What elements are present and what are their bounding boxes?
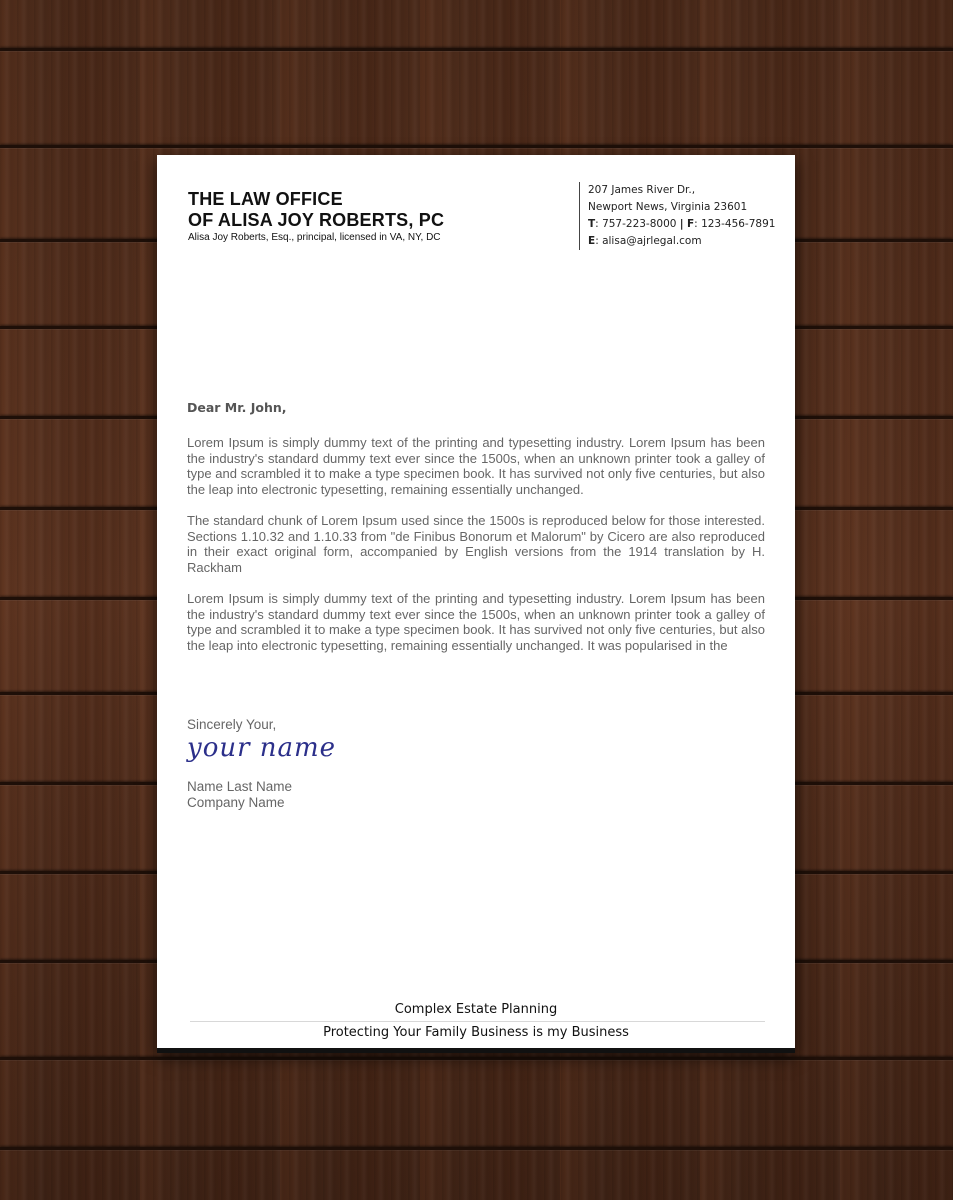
email-line: E: alisa@ajrlegal.com — [588, 235, 702, 247]
body-paragraph-3: Lorem Ipsum is simply dummy text of the printing and typesetting industry. Lorem Ipsum has been the industry's standard dummy text ever since the 1500s, when an unknown printer took a galley of type and scrambled it to make a type specimen book. It has survived not only five centuries, but also the leap into electronic typesetting, remaining essentially unchanged. It was popularised in the — [187, 591, 765, 654]
wood-plank-seam — [0, 1057, 953, 1060]
signatory-block — [187, 779, 292, 811]
footer-divider — [190, 1021, 765, 1022]
tel-label: T — [588, 218, 596, 230]
letter-closing: Sincerely Your, — [187, 717, 277, 732]
wood-plank-seam — [0, 48, 953, 51]
body-paragraph-2: The standard chunk of Lorem Ipsum used since the 1500s is reproduced below for those interested. Sections 1.10.32 and 1.10.33 from "de Finibus Bonorum et Malorum" by Cicero are also reproduced in their exact original form, accompanied by English versions from the 1914 translation by H. Rackham — [187, 513, 765, 576]
footer-tagline-bottom: Protecting Your Family Business is my Business — [323, 1025, 629, 1040]
firm-name: THE LAW OFFICE OF ALISA JOY ROBERTS, PC — [188, 189, 445, 230]
contact-block — [579, 182, 775, 250]
signatory-company: Company Name — [187, 795, 285, 810]
wood-plank-seam — [0, 1147, 953, 1150]
body-paragraph-1: Lorem Ipsum is simply dummy text of the printing and typesetting industry. Lorem Ipsum has been the industry's standard dummy text ever since the 1500s, when an unknown printer took a galley of type and scrambled it to make a type specimen book. It has survived not only five centuries, but also the leap into electronic typesetting, remaining essentially unchanged. — [187, 435, 765, 498]
fax-label: F — [686, 218, 695, 230]
email-label: E — [588, 235, 596, 247]
address-line-1: 207 James River Dr., — [588, 184, 696, 196]
address-line-2: Newport News, Virginia 23601 — [588, 201, 748, 213]
tel-number: 757-223-8000 — [602, 218, 677, 230]
email-address: alisa@ajrlegal.com — [602, 235, 702, 247]
fax-number: 123-456-7891 — [701, 218, 776, 230]
letterhead-paper — [157, 155, 795, 1051]
letter-greeting: Dear Mr. John, — [187, 400, 287, 415]
footer-tagline-top: Complex Estate Planning — [394, 1002, 558, 1017]
handwritten-signature: your name — [187, 733, 337, 763]
wood-plank-seam — [0, 145, 953, 148]
phone-fax-line: T: 757-223-8000 | F: 123-456-7891 — [588, 218, 776, 230]
firm-subtitle: Alisa Joy Roberts, Esq., principal, licensed in VA, NY, DC — [188, 232, 441, 243]
signatory-name: Name Last Name — [187, 779, 293, 794]
